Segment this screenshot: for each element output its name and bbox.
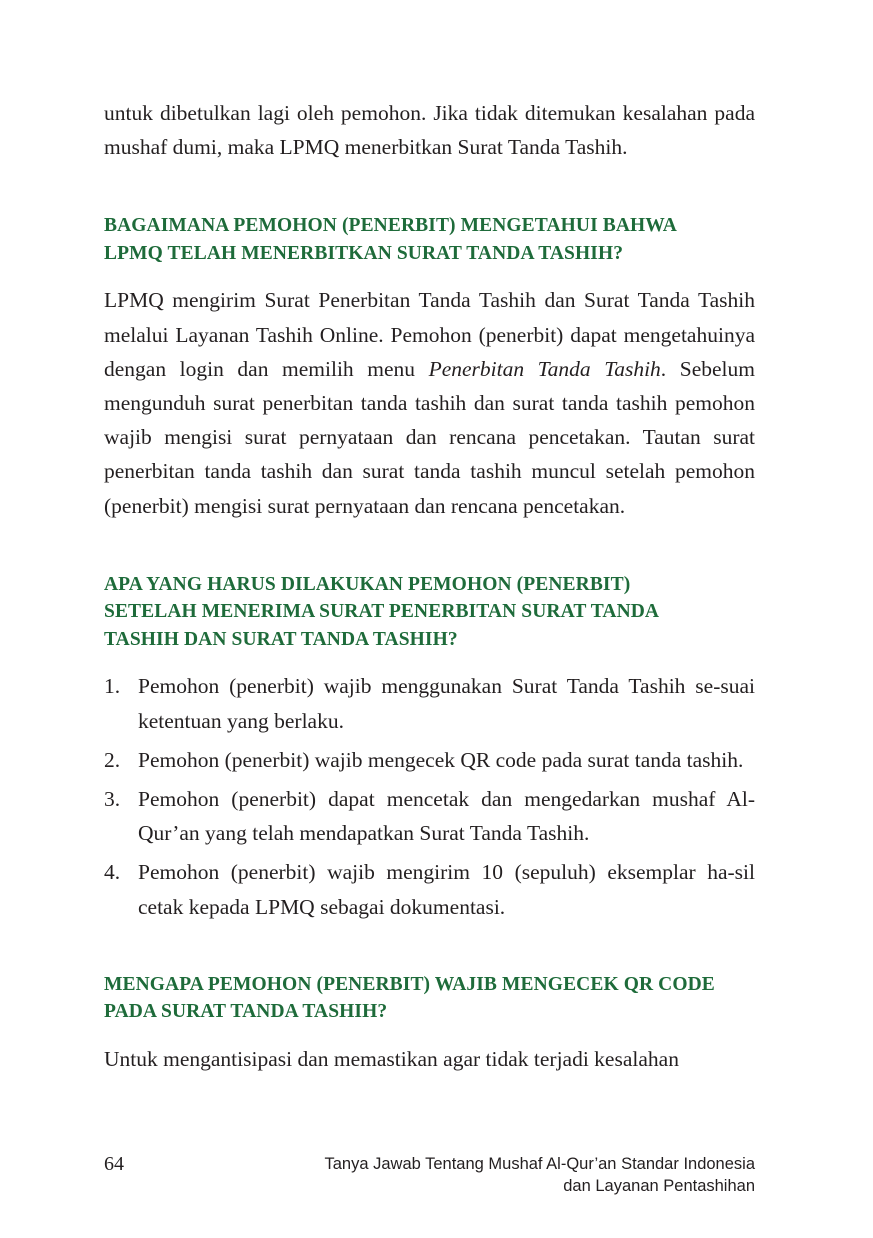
book-title: dan Layanan Pentashihan bbox=[563, 1177, 755, 1195]
answer-paragraph-3: Untuk mengantisipasi dan memastikan agar tidak terjadi kesalahan bbox=[104, 1046, 679, 1071]
heading-line: MENGAPA PEMOHON (PENERBIT) WAJIB MENGECEK QR CODE bbox=[104, 973, 715, 995]
item-text: Pemohon (penerbit) wajib mengirim 10 (sepuluh) eksemplar ha-sil cetak kepada LPMQ sebagai dokumentasi. bbox=[138, 860, 755, 919]
item-text: Pemohon (penerbit) wajib mengecek QR code pada surat tanda tashih. bbox=[138, 747, 744, 772]
book-title: Tanya Jawab Tentang Mushaf Al-Qur’an Standar Indonesia bbox=[324, 1155, 755, 1173]
question-heading-1 bbox=[104, 212, 755, 267]
item-number: 4. bbox=[104, 860, 121, 885]
intro-paragraph: untuk dibetulkan lagi oleh pemohon. Jika tidak ditemukan kesalahan pada mushaf dumi, maka LPMQ menerbitkan Surat Tanda Tashih. bbox=[104, 101, 755, 160]
menu-name: Penerbitan Tanda Tashih bbox=[428, 356, 661, 381]
list-item bbox=[104, 743, 755, 777]
running-footer bbox=[325, 1153, 756, 1197]
item-number: 1. bbox=[104, 674, 121, 699]
heading-line: PADA SURAT TANDA TASHIH? bbox=[104, 1001, 388, 1023]
list-item bbox=[104, 855, 755, 923]
page-number: 64 bbox=[104, 1153, 124, 1175]
answer-text: LPMQ mengirim Surat Penerbitan Tanda Tashih dan Surat Tanda Tashih melalui Layanan Tashih Online. Pemohon (penerbit) dapat mengetahuinya dengan login dan memilih menu bbox=[104, 288, 755, 381]
list-item bbox=[104, 782, 755, 850]
heading-line: TASHIH DAN SURAT TANDA TASHIH? bbox=[104, 628, 458, 650]
heading-line: SETELAH MENERIMA SURAT PENERBITAN SURAT TANDA bbox=[104, 601, 660, 623]
answer-paragraph-1 bbox=[104, 283, 755, 522]
heading-line: APA YANG HARUS DILAKUKAN PEMOHON (PENERBIT) bbox=[104, 573, 631, 595]
item-text: Pemohon (penerbit) wajib menggunakan Surat Tanda Tashih se-suai ketentuan yang berlaku. bbox=[138, 674, 755, 733]
question-heading-3 bbox=[104, 971, 755, 1026]
item-number: 2. bbox=[104, 747, 121, 772]
item-number: 3. bbox=[104, 786, 121, 811]
item-text: Pemohon (penerbit) dapat mencetak dan mengedarkan mushaf Al-Qur’an yang telah mendapatkan Surat Tanda Tashih. bbox=[138, 786, 755, 846]
heading-line: BAGAIMANA PEMOHON (PENERBIT) MENGETAHUI BAHWA bbox=[104, 215, 677, 237]
answer-text: . Sebelum mengunduh surat penerbitan tanda tashih dan surat tanda tashih pemohon wajib mengisi surat pernyataan dan rencana pencetakan. Tautan surat penerbitan tanda tashih dan surat tanda tashih muncul setelah pemohon (penerbit) mengisi surat pernyataan dan rencana pencetakan. bbox=[104, 356, 755, 518]
steps-list bbox=[104, 669, 755, 923]
question-heading-2 bbox=[104, 571, 755, 654]
page-content bbox=[104, 96, 755, 1076]
list-item bbox=[104, 669, 755, 737]
heading-line: LPMQ TELAH MENERBITKAN SURAT TANDA TASHIH? bbox=[104, 242, 624, 264]
